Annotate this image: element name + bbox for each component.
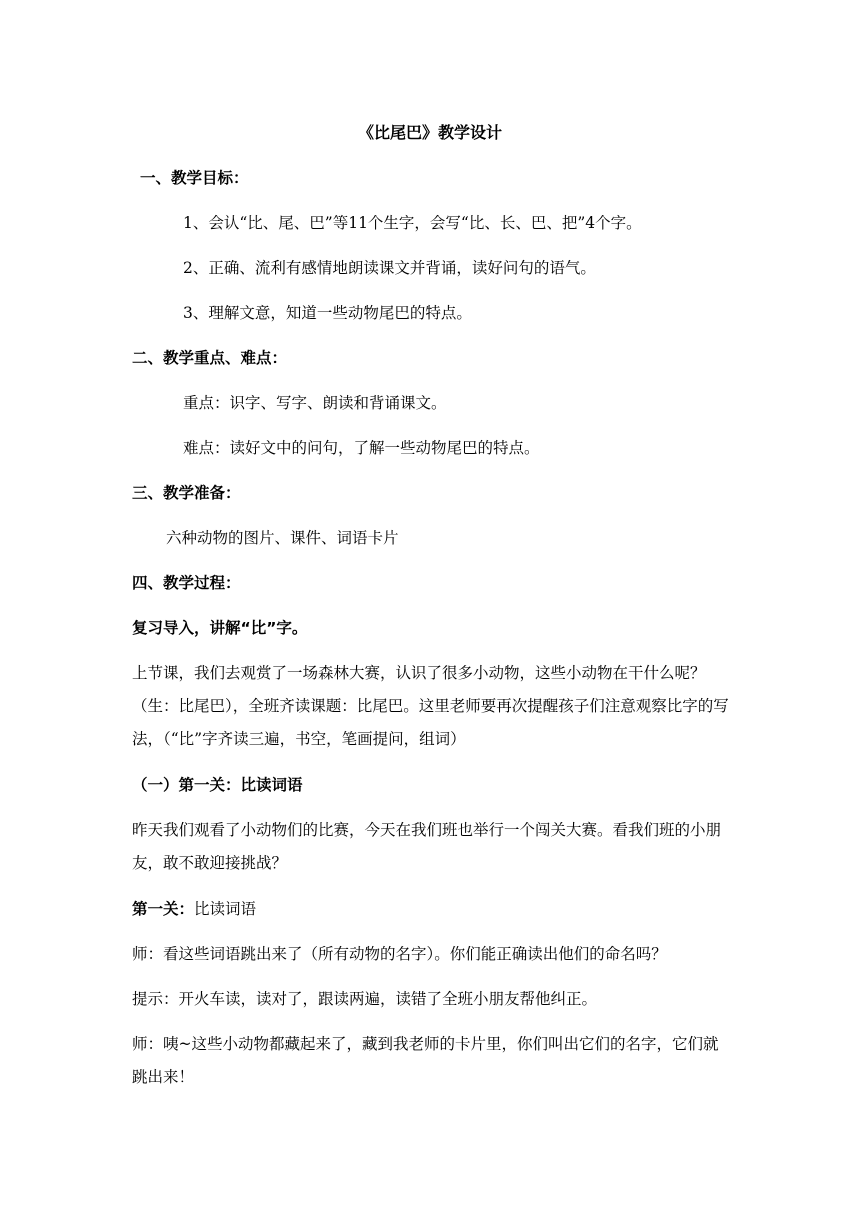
section2-heading: 二、教学重点、难点： (132, 349, 288, 367)
part1-paragraph: 昨天我们观看了小动物们的比赛，今天在我们班也举行一个闯关大赛。看我们班的小朋友，敢不敢迎接挑战？ (132, 821, 722, 872)
level1-label: 第一关： (132, 900, 195, 918)
level1-text: 比读词语 (194, 900, 257, 918)
intro-heading: 复习导入，讲解“比”字。 (132, 619, 308, 637)
difficulty-text: 难点：读好文中的问句，了解一些动物尾巴的特点。 (183, 439, 540, 457)
section4-heading: 四、教学过程： (132, 574, 241, 592)
teacher-line-1: 师：看这些词语跳出来了（所有动物的名字）。你们能正确读出他们的命名吗？ (132, 945, 667, 963)
focus-text: 重点：识字、写字、朗读和背诵课文。 (183, 394, 447, 412)
preparation-text: 六种动物的图片、课件、词语卡片 (166, 529, 399, 547)
teacher-paragraph-2: 师：咦~这些小动物都藏起来了，藏到我老师的卡片里，你们叫出它们的名字，它们就跳出来！ (132, 1035, 719, 1086)
intro-paragraph: 上节课，我们去观赏了一场森林大赛，认识了很多小动物，这些小动物在干什么呢？（生：比尾巴），全班齐读课题：比尾巴。这里老师要再次提醒孩子们注意观察比字的写法，（“比”字齐读三遍，书空，笔画提问，组词） (132, 664, 729, 748)
objective-item-1: 1、会认“比、尾、巴”等11个生字，会写“比、长、巴、把”4个字。 (183, 214, 642, 232)
level1-line (132, 899, 256, 919)
tip-line: 提示：开火车读，读对了，跟读两遍，读错了全班小朋友帮他纠正。 (132, 990, 598, 1008)
part1-heading: （一）第一关：比读词语 (132, 776, 303, 794)
objective-item-3: 3、理解文意，知道一些动物尾巴的特点。 (183, 304, 472, 322)
section3-heading: 三、教学准备： (132, 484, 241, 502)
document-title: 《比尾巴》教学设计 (357, 123, 502, 142)
objective-item-2: 2、正确、流利有感情地朗读课文并背诵，读好问句的语气。 (183, 259, 596, 277)
section1-heading: 一、教学目标： (140, 169, 249, 187)
